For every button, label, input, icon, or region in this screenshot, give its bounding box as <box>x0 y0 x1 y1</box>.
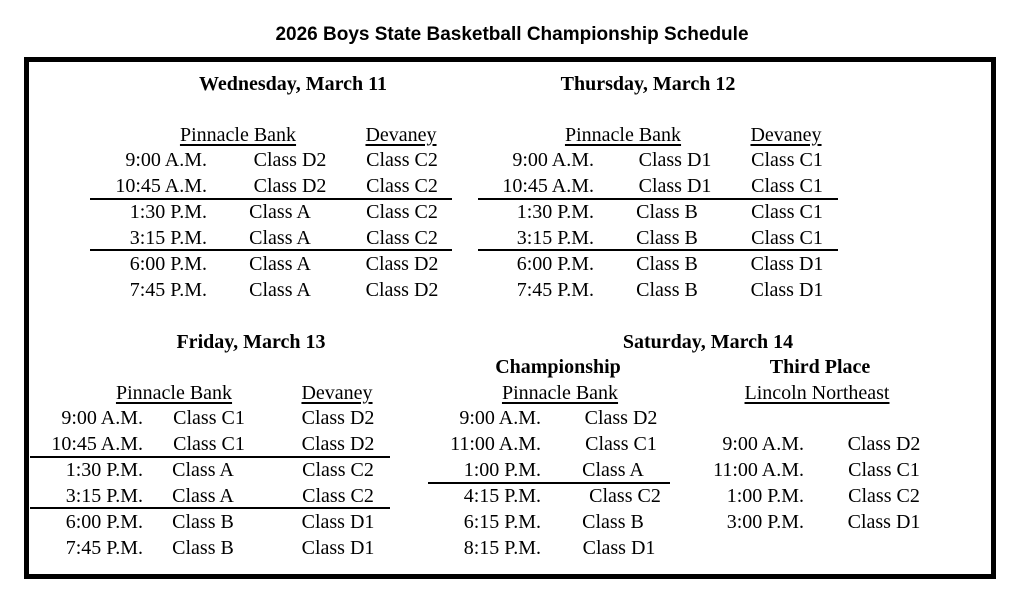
session-divider <box>30 507 390 509</box>
game-class: Class D1 <box>638 175 712 197</box>
game-time: 9:00 A.M. <box>459 407 541 429</box>
game-class: Class C2 <box>366 227 438 249</box>
game-class: Class D2 <box>584 407 658 429</box>
game-class: Class C1 <box>585 433 657 455</box>
game-time: 3:15 P.M. <box>516 227 594 249</box>
game-time: 10:45 A.M. <box>51 433 143 455</box>
game-class: Class C1 <box>173 433 245 455</box>
game-class: Class C2 <box>366 201 438 223</box>
section-label: Championship <box>495 356 621 378</box>
venue-header-lincoln-northeast: Lincoln Northeast <box>744 382 890 404</box>
venue-header-pinnacle-bank: Pinnacle Bank <box>564 124 682 146</box>
game-class: Class C2 <box>366 175 438 197</box>
game-class: Class B <box>636 227 698 249</box>
game-class: Class D1 <box>750 253 824 275</box>
game-time: 9:00 A.M. <box>125 149 207 171</box>
game-class: Class C1 <box>751 227 823 249</box>
day-heading: Saturday, March 14 <box>622 331 794 353</box>
game-class: Class D2 <box>365 279 439 301</box>
game-class: Class D1 <box>750 279 824 301</box>
page-title: 2026 Boys State Basketball Championship Schedule <box>275 24 749 45</box>
game-time: 1:30 P.M. <box>129 201 207 223</box>
game-time: 10:45 A.M. <box>502 175 594 197</box>
day-heading: Friday, March 13 <box>176 331 326 353</box>
game-class: Class D2 <box>253 149 327 171</box>
game-class: Class B <box>636 279 698 301</box>
game-class: Class D1 <box>847 511 921 533</box>
game-class: Class D1 <box>301 511 375 533</box>
venue-header-devaney: Devaney <box>365 124 437 146</box>
game-time: 6:15 P.M. <box>463 511 541 533</box>
game-time: 6:00 P.M. <box>65 511 143 533</box>
venue-header-devaney: Devaney <box>301 382 373 404</box>
game-class: Class A <box>582 459 644 481</box>
game-time: 1:00 P.M. <box>463 459 541 481</box>
game-class: Class C2 <box>302 459 374 481</box>
game-class: Class D2 <box>365 253 439 275</box>
session-divider <box>90 249 452 251</box>
game-class: Class C1 <box>751 201 823 223</box>
venue-header-devaney: Devaney <box>750 124 822 146</box>
game-time: 10:45 A.M. <box>115 175 207 197</box>
game-class: Class B <box>172 537 234 559</box>
game-class: Class C2 <box>848 485 920 507</box>
game-time: 6:00 P.M. <box>129 253 207 275</box>
game-class: Class D1 <box>638 149 712 171</box>
game-time: 3:15 P.M. <box>65 485 143 507</box>
game-class: Class C1 <box>173 407 245 429</box>
game-class: Class C2 <box>366 149 438 171</box>
game-time: 1:00 P.M. <box>726 485 804 507</box>
game-time: 1:30 P.M. <box>65 459 143 481</box>
game-time: 3:15 P.M. <box>129 227 207 249</box>
game-time: 11:00 A.M. <box>450 433 541 455</box>
game-class: Class A <box>249 201 311 223</box>
game-time: 8:15 P.M. <box>463 537 541 559</box>
venue-header-pinnacle-bank: Pinnacle Bank <box>501 382 619 404</box>
game-class: Class D1 <box>301 537 375 559</box>
game-time: 9:00 A.M. <box>512 149 594 171</box>
game-class: Class D2 <box>301 433 375 455</box>
game-class: Class C2 <box>589 485 661 507</box>
session-divider <box>428 482 670 484</box>
session-divider <box>90 198 452 200</box>
game-class: Class C2 <box>302 485 374 507</box>
game-time: 9:00 A.M. <box>61 407 143 429</box>
game-class: Class D2 <box>253 175 327 197</box>
game-time: 7:45 P.M. <box>65 537 143 559</box>
game-time: 6:00 P.M. <box>516 253 594 275</box>
game-class: Class C1 <box>751 149 823 171</box>
session-divider <box>478 249 838 251</box>
game-time: 1:30 P.M. <box>516 201 594 223</box>
game-class: Class B <box>636 253 698 275</box>
game-class: Class A <box>172 485 234 507</box>
session-divider <box>30 456 390 458</box>
game-class: Class B <box>582 511 644 533</box>
day-heading: Wednesday, March 11 <box>199 73 387 95</box>
section-label: Third Place <box>769 356 871 378</box>
game-class: Class A <box>249 227 311 249</box>
game-class: Class D2 <box>301 407 375 429</box>
game-class: Class D2 <box>847 433 921 455</box>
venue-header-pinnacle-bank: Pinnacle Bank <box>179 124 297 146</box>
game-time: 7:45 P.M. <box>129 279 207 301</box>
day-heading: Thursday, March 12 <box>560 73 736 95</box>
game-class: Class A <box>249 279 311 301</box>
game-time: 9:00 A.M. <box>722 433 804 455</box>
game-time: 7:45 P.M. <box>516 279 594 301</box>
game-class: Class C1 <box>848 459 920 481</box>
game-class: Class A <box>172 459 234 481</box>
game-class: Class B <box>172 511 234 533</box>
venue-header-pinnacle-bank: Pinnacle Bank <box>115 382 233 404</box>
game-time: 4:15 P.M. <box>463 485 541 507</box>
game-class: Class A <box>249 253 311 275</box>
game-time: 11:00 A.M. <box>713 459 804 481</box>
game-class: Class D1 <box>582 537 656 559</box>
game-time: 3:00 P.M. <box>726 511 804 533</box>
session-divider <box>478 198 838 200</box>
game-class: Class C1 <box>751 175 823 197</box>
game-class: Class B <box>636 201 698 223</box>
